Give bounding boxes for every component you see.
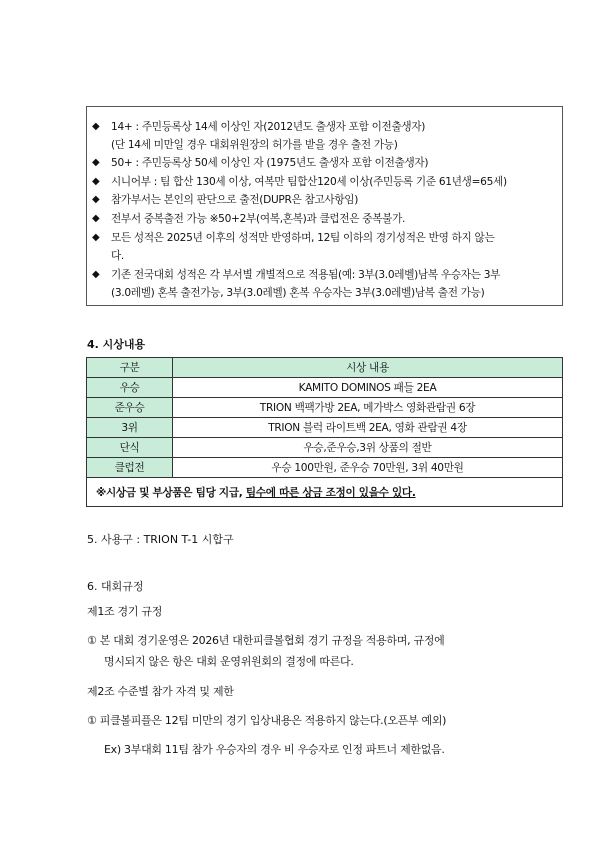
article-2-item: ① 피클볼피플은 12팀 미만의 경기 입상내용은 적용하지 않는다.(오픈부 예외)	[87, 714, 447, 727]
table-row	[87, 378, 563, 398]
article-2-title: 제2조 수준별 참가 자격 및 제한	[87, 685, 234, 698]
awards-header-category: 구분	[87, 358, 173, 378]
diamond-bullet-icon: ◆	[92, 194, 100, 205]
article-1-item: ① 본 대회 경기운영은 2026년 대한피클볼협회 경기 규정을 적용하며, 규정에	[87, 634, 445, 647]
eligibility-senior: 시니어부 : 팀 합산 130세 이상, 여복만 팀합산120세 이상(주민등록 기준 61년생=65세)	[111, 176, 507, 188]
table-row	[87, 398, 563, 418]
awards-header-content: 시상 내용	[173, 358, 563, 378]
award-content: TRION 백팩가방 2EA, 메가박스 영화관람권 6장	[173, 398, 563, 418]
diamond-bullet-icon: ◆	[92, 176, 100, 187]
diamond-bullet-icon: ◆	[92, 157, 100, 168]
award-content: 우승 100만원, 준우승 70만원, 3위 40만원	[173, 458, 563, 478]
eligibility-14plus-note: (단 14세 미만일 경우 대회위원장의 허가를 받을 경우 출전 가능)	[111, 139, 398, 151]
diamond-bullet-icon: ◆	[92, 269, 100, 280]
eligibility-results-rule: 모든 성적은 2025년 이후의 성적만 반영하며, 12팀 이하의 경기성적은 반영 하지 않는	[111, 232, 495, 244]
award-content: KAMITO DOMINOS 패들 2EA	[173, 378, 563, 398]
awards-table	[86, 357, 563, 507]
table-row	[87, 458, 563, 478]
award-category: 3위	[87, 418, 173, 438]
ball-section-title: 5. 사용구 : TRION T-1 시합구	[87, 533, 234, 546]
awards-header-row	[87, 358, 563, 378]
awards-note-row	[87, 478, 563, 507]
eligibility-results-rule-cont: 다.	[111, 250, 125, 262]
diamond-bullet-icon: ◆	[92, 121, 100, 132]
eligibility-duplicate-entry: 전부서 중복출전 가능 ※50+2부(여복,혼복)과 클럽전은 중복불가.	[111, 213, 406, 225]
table-row	[87, 418, 563, 438]
rules-section-title: 6. 대회규정	[87, 580, 144, 593]
article-2-example: Ex) 3부대회 11팀 참가 우승자의 경우 비 우승자로 인정 파트너 제한없음.	[104, 743, 445, 756]
eligibility-50plus: 50+ : 주민등록상 50세 이상인 자 (1975년도 출생자 포함 이전출생자)	[111, 157, 429, 169]
eligibility-14plus: 14+ : 주민등록상 14세 이상인 자(2012년도 출생자 포함 이전출생자)	[111, 121, 426, 133]
eligibility-existing-results: 기존 전국대회 성적은 각 부서별 개별적으로 적용됨(예: 3부(3.0레벨)남복 우승자는 3부	[111, 269, 501, 281]
award-content: TRION 블럭 라이트백 2EA, 영화 관람권 4장	[173, 418, 563, 438]
article-1-item-cont: 명시되지 않은 항은 대회 운영위원회의 결정에 따른다.	[104, 655, 354, 668]
awards-note-underlined: 팀수에 따른 상금 조정이 있을수 있다.	[245, 486, 416, 499]
eligibility-existing-results-cont: (3.0레벨) 혼복 출전가능, 3부(3.0레벨) 혼복 우승자는 3부(3.0레벨)남복 출전 가능)	[111, 287, 485, 299]
article-1-title: 제1조 경기 규정	[87, 605, 163, 618]
diamond-bullet-icon: ◆	[92, 232, 100, 243]
award-category: 우승	[87, 378, 173, 398]
award-category: 클럽전	[87, 458, 173, 478]
award-category: 준우승	[87, 398, 173, 418]
award-category: 단식	[87, 438, 173, 458]
award-content: 우승,준우승,3위 상품의 절반	[173, 438, 563, 458]
diamond-bullet-icon: ◆	[92, 213, 100, 224]
awards-note	[87, 478, 563, 507]
eligibility-division-choice: 참가부서는 본인의 판단으로 출전(DUPR은 참고사항임)	[111, 194, 359, 206]
awards-note-plain: ※시상금 및 부상품은 팀당 지급,	[96, 486, 246, 499]
awards-section-title: 4. 시상내용	[87, 338, 146, 351]
table-row	[87, 438, 563, 458]
